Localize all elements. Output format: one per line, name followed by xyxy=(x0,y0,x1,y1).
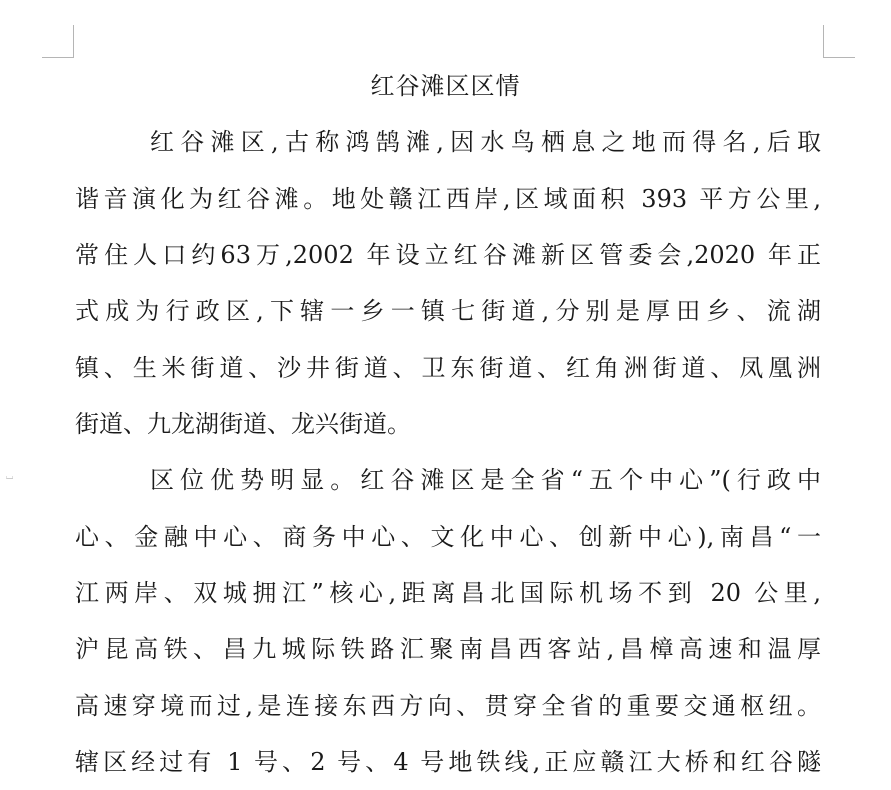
text-line: 镇、生米街道、沙井街道、卫东街道、红角洲街道、凤凰洲 xyxy=(75,354,821,382)
crop-mark-top-right-vertical xyxy=(823,25,824,58)
text-line: 心、金融中心、商务中心、文化中心、创新中心),南昌“一 xyxy=(75,523,821,551)
text-line: 沪昆高铁、昌九城际铁路汇聚南昌西客站,昌樟高速和温厚 xyxy=(75,635,821,663)
crop-mark-top-left-vertical xyxy=(73,25,74,58)
text-line: 高速穿境而过,是连接东西方向、贯穿全省的重要交通枢纽。 xyxy=(75,692,821,720)
text-line: 常住人口约63万,2002 年设立红谷滩新区管委会,2020 年正 xyxy=(75,241,821,269)
text-line: 谐音演化为红谷滩。地处赣江西岸,区域面积 393 平方公里, xyxy=(75,185,821,213)
text-line: 街道、九龙湖街道、龙兴街道。 xyxy=(75,410,411,438)
text-line: 江两岸、双城拥江”核心,距离昌北国际机场不到 20 公里, xyxy=(75,579,821,607)
text-line: 红谷滩区,古称鸿鹄滩,因水鸟栖息之地而得名,后取 xyxy=(150,128,821,156)
document-title: 红谷滩区区情 xyxy=(370,72,521,100)
crop-mark-top-right-horizontal xyxy=(823,57,855,58)
crop-mark-top-left-horizontal xyxy=(42,57,74,58)
text-line: 区位优势明显。红谷滩区是全省“五个中心”(行政中 xyxy=(150,466,821,494)
text-line: 辖区经过有 1 号、2 号、4 号地铁线,正应赣江大桥和红谷隧 xyxy=(75,748,821,776)
paragraph-marker-icon: ⌴ xyxy=(6,472,14,482)
text-line: 式成为行政区,下辖一乡一镇七街道,分别是厚田乡、流湖 xyxy=(75,297,821,325)
